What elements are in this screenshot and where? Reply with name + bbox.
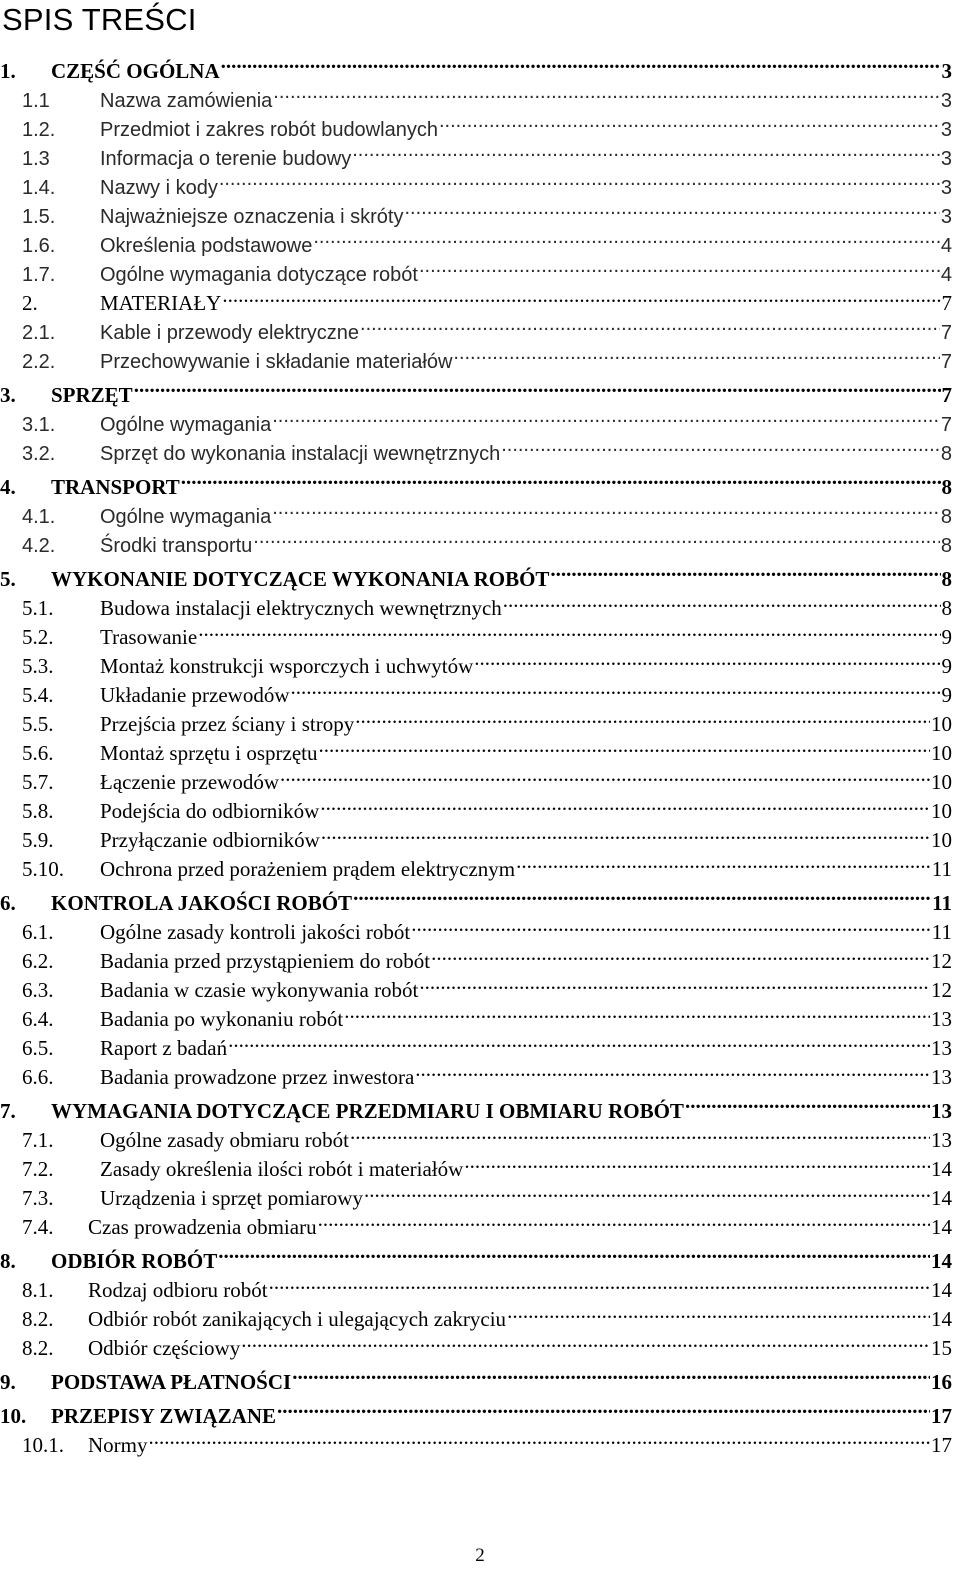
toc-entry-number: 6.4. — [22, 1007, 54, 1031]
toc-leader-dots — [550, 552, 940, 586]
toc-entry-title: Przejścia przez ściany i stropy — [100, 712, 355, 736]
toc-entry-number: 6.6. — [22, 1065, 54, 1089]
toc-leader-dots — [134, 368, 941, 402]
toc-entry-number: 5.3. — [22, 654, 54, 678]
toc-entry-number: 8.1. — [22, 1278, 54, 1302]
toc-entry-page: 12 — [931, 978, 952, 1002]
toc-leader-dots — [350, 1118, 930, 1147]
toc-entry-page: 14 — [931, 1307, 952, 1331]
toc-entry-page: 12 — [931, 949, 952, 973]
toc-entry-page: 13 — [931, 1007, 952, 1031]
toc-entry-number: 2.2. — [22, 351, 56, 373]
toc-entry-page: 8 — [940, 443, 952, 465]
toc-entry-title: Nazwa zamówienia — [100, 90, 273, 112]
toc-leader-dots — [218, 1234, 930, 1268]
toc-leader-dots — [411, 910, 931, 939]
toc-entry-number: 8. — [0, 1249, 16, 1273]
toc-entry-number: 8.2. — [22, 1336, 54, 1360]
toc-entry-number: 5.1. — [22, 596, 54, 620]
toc-entry-number: 6. — [0, 891, 16, 915]
toc-entry-title: MATERIAŁY — [100, 291, 222, 315]
toc-entry-page: 16 — [931, 1370, 952, 1394]
toc-entry-title: ODBIÓR ROBÓT — [51, 1249, 218, 1273]
toc-entry-title: Kable i przewody elektryczne — [100, 322, 360, 344]
toc-entry-page: 8 — [940, 506, 952, 528]
toc-section-row[interactable] — [0, 368, 952, 407]
toc-entry-title: PRZEPISY ZWIĄZANE — [51, 1404, 277, 1428]
toc-leader-dots — [419, 968, 930, 997]
toc-entry-title: Zasady określenia ilości robót i materiałów — [100, 1157, 464, 1181]
toc-leader-dots — [516, 847, 931, 876]
toc-leader-dots — [360, 310, 940, 339]
toc-entry-page: 4 — [940, 264, 952, 286]
toc-leader-dots — [253, 523, 940, 552]
toc-leader-dots — [313, 223, 940, 252]
toc-leader-dots — [501, 431, 940, 460]
toc-leader-dots — [355, 702, 930, 731]
toc-leader-dots — [507, 1297, 930, 1326]
toc-entry-number: 5.7. — [22, 770, 54, 794]
toc-entry-page: 8 — [941, 567, 952, 591]
toc-entry-page: 3 — [941, 59, 952, 83]
toc-entry-title: KONTROLA JAKOŚCI ROBÓT — [51, 891, 353, 915]
toc-entry-number: 1.2. — [22, 119, 56, 141]
toc-section-row[interactable] — [0, 44, 952, 83]
toc-entry-number: 6.1. — [22, 920, 54, 944]
toc-entry-number: 6.3. — [22, 978, 54, 1002]
toc-entry-page: 4 — [940, 235, 952, 257]
toc-leader-dots — [280, 760, 930, 789]
toc-entry-number: 1. — [0, 59, 16, 83]
toc-entry-page: 3 — [940, 206, 952, 228]
toc-entry-number: 2.1. — [22, 322, 56, 344]
toc-leader-dots — [222, 281, 940, 310]
toc-entry-title: Łączenie przewodów — [100, 770, 279, 794]
toc-leader-dots — [149, 1423, 931, 1452]
toc-entry-title: Nazwy i kody — [100, 177, 218, 199]
toc-entry-number: 7.1. — [22, 1128, 54, 1152]
toc-entry-page: 17 — [931, 1404, 952, 1428]
toc-entry-title: Montaż konstrukcji wsporczych i uchwytów — [100, 654, 474, 678]
toc-entry-page: 15 — [931, 1336, 952, 1360]
toc-entry-title: Informacja o terenie budowy — [100, 148, 352, 170]
toc-entry-number: 8.2. — [22, 1307, 54, 1331]
toc-entry-page: 7 — [941, 383, 952, 407]
toc-entry-number: 3.1. — [22, 414, 56, 436]
toc-entry-page: 10 — [931, 712, 952, 736]
toc-entry-number: 7.3. — [22, 1186, 54, 1210]
toc-leader-dots — [320, 789, 930, 818]
toc-entry-number: 3. — [0, 383, 16, 407]
toc-subsection-row[interactable] — [0, 402, 952, 436]
toc-entry-title: Przedmiot i zakres robót budowlanych — [100, 119, 438, 141]
toc-entry-title: Przechowywanie i składanie materiałów — [100, 351, 453, 373]
toc-leader-dots — [228, 1026, 930, 1055]
toc-entry-title: Raport z badań — [100, 1036, 228, 1060]
toc-entry-page: 14 — [931, 1157, 952, 1181]
toc-entry-page: 7 — [940, 351, 952, 373]
table-of-contents — [0, 44, 952, 1457]
toc-entry-page: 10 — [931, 799, 952, 823]
toc-leader-dots — [344, 997, 930, 1026]
toc-entry-title: Odbiór częściowy — [88, 1336, 241, 1360]
toc-entry-title: Rodzaj odbioru robót — [88, 1278, 268, 1302]
toc-entry-number: 1.3 — [22, 148, 50, 170]
toc-entry-page: 11 — [932, 891, 952, 915]
toc-entry-page: 11 — [931, 857, 952, 881]
toc-entry-number: 5.6. — [22, 741, 54, 765]
toc-entry-title: Normy — [88, 1433, 148, 1457]
toc-entry-page: 10 — [931, 828, 952, 852]
toc-entry-number: 7. — [0, 1099, 16, 1123]
toc-entry-title: TRANSPORT — [51, 475, 180, 499]
toc-leader-dots — [431, 939, 930, 968]
toc-entry-number: 4. — [0, 475, 16, 499]
toc-entry-title: Ogólne zasady obmiaru robót — [100, 1128, 350, 1152]
toc-entry-number: 5.5. — [22, 712, 54, 736]
toc-entry-page: 14 — [931, 1278, 952, 1302]
toc-entry-page: 3 — [940, 90, 952, 112]
toc-leader-dots — [198, 615, 940, 644]
toc-entry-number: 2. — [22, 291, 38, 315]
toc-leader-dots — [272, 402, 940, 431]
toc-entry-title: Podejścia do odbiorników — [100, 799, 320, 823]
toc-leader-dots — [219, 165, 940, 194]
toc-entry-number: 5.2. — [22, 625, 54, 649]
toc-entry-title: CZĘŚĆ OGÓLNA — [51, 59, 220, 83]
toc-leader-dots — [181, 460, 941, 494]
toc-entry-number: 1.6. — [22, 235, 56, 257]
toc-entry-number: 10.1. — [22, 1433, 64, 1457]
toc-entry-title: Budowa instalacji elektrycznych wewnętrznych — [100, 596, 502, 620]
toc-entry-number: 5.8. — [22, 799, 54, 823]
toc-entry-number: 3.2. — [22, 443, 56, 465]
toc-leader-dots — [453, 339, 939, 368]
toc-entry-title: Określenia podstawowe — [100, 235, 313, 257]
toc-entry-page: 7 — [941, 291, 952, 315]
toc-entry-page: 17 — [931, 1433, 952, 1457]
toc-entry-title: Środki transportu — [100, 535, 253, 557]
toc-entry-title: PODSTAWA PŁATNOŚCI — [51, 1370, 292, 1394]
toc-entry-title: Odbiór robót zanikających i ulegających zakryciu — [88, 1307, 507, 1331]
toc-entry-page: 3 — [940, 148, 952, 170]
toc-entry-number: 5. — [0, 567, 16, 591]
toc-entry-number: 7.2. — [22, 1157, 54, 1181]
toc-entry-title: Sprzęt do wykonania instalacji wewnętrznych — [100, 443, 501, 465]
toc-entry-page: 9 — [941, 654, 952, 678]
toc-leader-dots — [464, 1147, 930, 1176]
toc-entry-page: 8 — [940, 535, 952, 557]
toc-entry-page: 3 — [940, 177, 952, 199]
toc-entry-title: Ochrona przed porażeniem prądem elektrycznym — [100, 857, 516, 881]
toc-leader-dots — [404, 194, 939, 223]
toc-entry-number: 4.2. — [22, 535, 56, 557]
toc-entry-title: Badania w czasie wykonywania robót — [100, 978, 419, 1002]
toc-entry-number: 1.7. — [22, 264, 56, 286]
toc-entry-page: 13 — [931, 1065, 952, 1089]
toc-entry-number: 7.4. — [22, 1215, 54, 1239]
toc-leader-dots — [319, 731, 930, 760]
toc-entry-title: Układanie przewodów — [100, 683, 290, 707]
toc-leader-dots — [503, 586, 941, 615]
toc-entry-page: 7 — [940, 322, 952, 344]
toc-entry-page: 14 — [931, 1215, 952, 1239]
toc-leader-dots — [273, 78, 940, 107]
toc-leader-dots — [272, 494, 940, 523]
toc-entry-number: 5.9. — [22, 828, 54, 852]
toc-entry-title: Badania prowadzone przez inwestora — [100, 1065, 415, 1089]
toc-entry-number: 5.4. — [22, 683, 54, 707]
toc-entry-page: 9 — [941, 683, 952, 707]
toc-entry-title: Montaż sprzętu i osprzętu — [100, 741, 318, 765]
toc-entry-title: Ogólne wymagania — [100, 506, 272, 528]
toc-entry-title: Ogólne wymagania — [100, 414, 272, 436]
document-title: SPIS TREŚCI — [2, 2, 197, 37]
toc-entry-page: 7 — [940, 414, 952, 436]
toc-leader-dots — [353, 876, 931, 910]
toc-entry-page: 11 — [931, 920, 952, 944]
toc-entry-title: WYKONANIE DOTYCZĄCE WYKONANIA ROBÓT — [51, 567, 550, 591]
toc-entry-title: WYMAGANIA DOTYCZĄCE PRZEDMIARU I OBMIARU ROBÓT — [51, 1099, 684, 1123]
toc-entry-number: 6.2. — [22, 949, 54, 973]
toc-entry-page: 10 — [931, 770, 952, 794]
toc-leader-dots — [291, 673, 941, 702]
toc-entry-page: 10 — [931, 741, 952, 765]
toc-entry-number: 10. — [0, 1404, 27, 1428]
toc-entry-page: 13 — [931, 1036, 952, 1060]
toc-entry-page: 9 — [941, 625, 952, 649]
toc-leader-dots — [685, 1084, 930, 1118]
toc-entry-page: 8 — [941, 596, 952, 620]
toc-entry-title: Trasowanie — [100, 625, 198, 649]
toc-leader-dots — [439, 107, 940, 136]
toc-leader-dots — [419, 252, 940, 281]
toc-leader-dots — [474, 644, 940, 673]
toc-leader-dots — [269, 1268, 930, 1297]
toc-entry-title: Badania po wykonaniu robót — [100, 1007, 344, 1031]
toc-entry-title: SPRZĘT — [51, 383, 133, 407]
toc-entry-number: 9. — [0, 1370, 16, 1394]
toc-leader-dots — [318, 1205, 930, 1234]
toc-entry-page: 3 — [940, 119, 952, 141]
toc-entry-title: Najważniejsze oznaczenia i skróty — [100, 206, 404, 228]
toc-entry-title: Czas prowadzenia obmiaru — [88, 1215, 317, 1239]
toc-leader-dots — [241, 1326, 930, 1355]
toc-entry-page: 8 — [941, 475, 952, 499]
toc-entry-title: Przyłączanie odbiorników — [100, 828, 320, 852]
toc-entry-title: Ogólne wymagania dotyczące robót — [100, 264, 418, 286]
toc-leader-dots — [415, 1055, 930, 1084]
toc-leader-dots — [321, 818, 930, 847]
toc-entry-title: Urządzenia i sprzęt pomiarowy — [100, 1186, 363, 1210]
toc-entry-title: Ogólne zasady kontroli jakości robót — [100, 920, 411, 944]
toc-entry-number: 5.10. — [22, 857, 64, 881]
toc-leader-dots — [292, 1355, 930, 1389]
toc-leader-dots — [277, 1389, 930, 1423]
toc-leader-dots — [352, 136, 940, 165]
toc-entry-page: 13 — [931, 1099, 952, 1123]
toc-entry-number: 4.1. — [22, 506, 56, 528]
toc-leader-dots — [364, 1176, 930, 1205]
toc-entry-number: 1.4. — [22, 177, 56, 199]
toc-entry-number: 1.5. — [22, 206, 56, 228]
toc-leader-dots — [221, 44, 941, 78]
toc-entry-number: 6.5. — [22, 1036, 54, 1060]
toc-entry-title: Badania przed przystąpieniem do robót — [100, 949, 431, 973]
toc-entry-page: 14 — [931, 1249, 952, 1273]
toc-entry-number: 1.1 — [22, 90, 50, 112]
toc-entry-page: 14 — [931, 1186, 952, 1210]
toc-entry-page: 13 — [931, 1128, 952, 1152]
page-number: 2 — [475, 1545, 485, 1566]
